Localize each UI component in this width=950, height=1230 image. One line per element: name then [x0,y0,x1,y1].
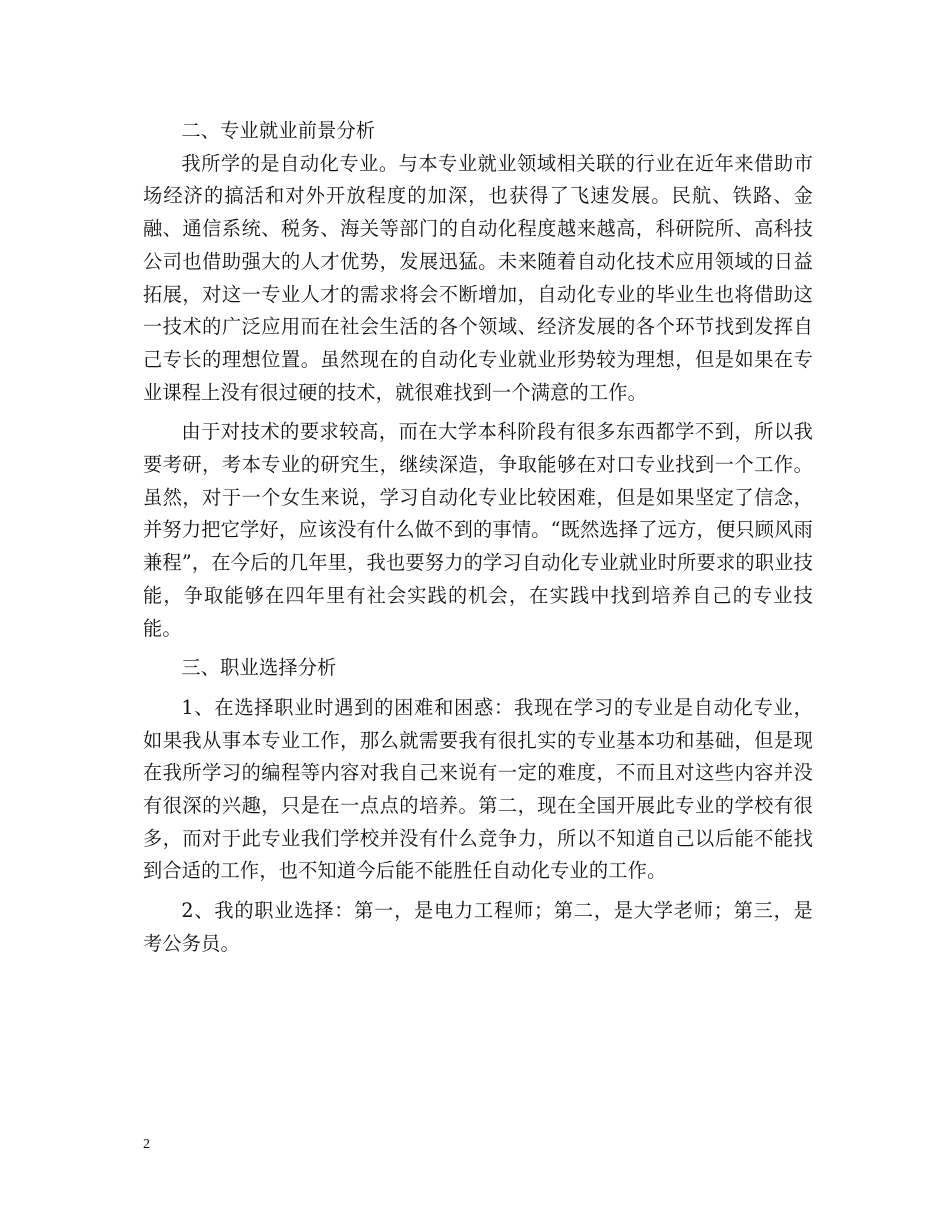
paragraph-graduate-plan: 由于对技术的要求较高，而在大学本科阶段有很多东西都学不到，所以我要考研，考本专业的研究生，继续深造，争取能够在对口专业找到一个工作。虽然，对于一个女生来说，学习自动化专业比较困难，但是如果坚定了信念，并努力把它学好，应该没有什么做不到的事情。“既然选择了远方，便只顾风雨兼程”，在今后的几年里，我也要努力的学习自动化专业就业时所要求的职业技能，争取能够在四年里有社会实践的机会，在实践中找到培养自己的专业技能。 [143,420,813,640]
paragraph-career-options: 2、我的职业选择：第一，是电力工程师；第二，是大学老师；第三，是考公务员。 [143,899,813,955]
document-content [143,115,813,961]
paragraph-major-intro: 我所学的是自动化专业。与本专业就业领域相关联的行业在近年来借助市场经济的搞活和对外开放程度的加深，也获得了飞速发展。民航、铁路、金融、通信系统、税务、海关等部门的自动化程度越来越高，科研院所、高科技公司也借助强大的人才优势，发展迅猛。未来随着自动化技术应用领域的日益拓展，对这一专业人才的需求将会不断增加，自动化专业的毕业生也将借助这一技术的广泛应用而在社会生活的各个领域、经济发展的各个环节找到发挥自己专长的理想位置。虽然现在的自动化专业就业形势较为理想，但是如果在专业课程上没有很过硬的技术，就很难找到一个满意的工作。 [143,151,813,404]
section-heading-career-choice: 三、职业选择分析 [181,656,337,680]
section-heading-employment-prospects: 二、专业就业前景分析 [181,119,376,142]
page-number: 2 [143,1137,150,1152]
paragraph-difficulties: 1、在选择职业时遇到的困难和困惑：我现在学习的专业是自动化专业，如果我从事本专业工作，那么就需要我有很扎实的专业基本功和基础，但是现在我所学习的编程等内容对我自己来说有一定的难度，不而且对这些内容并没有很深的兴趣，只是在一点点的培养。第二，现在全国开展此专业的学校有很多，而对于此专业我们学校并没有什么竞争力，所以不知道自己以后能不能找到合适的工作，也不知道今后能不能胜任自动化专业的工作。 [143,695,813,883]
